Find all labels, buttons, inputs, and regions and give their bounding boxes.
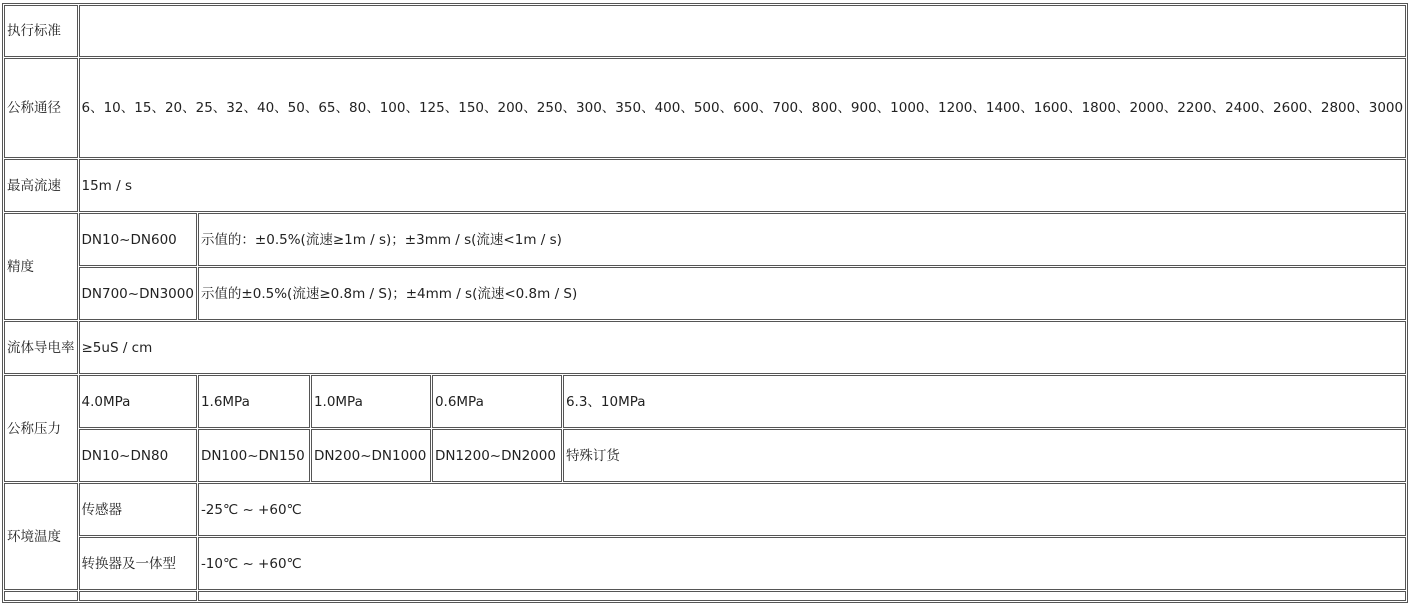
accuracy-text-1: 示值的：±0.5%(流速≥1m / s)；±3mm / s(流速<1m / s) — [198, 213, 1406, 266]
ambient-part-2: 转换器及一体型 — [79, 537, 197, 590]
pressure-value-5: 6.3、10MPa — [563, 375, 1406, 428]
max-velocity-value: 15m / s — [79, 159, 1407, 212]
row-conductivity — [4, 321, 1406, 374]
pressure-value-4: 0.6MPa — [432, 375, 562, 428]
diameter-value: 6、10、15、20、25、32、40、50、65、80、100、125、150、200、250、300、350、400、500、600、700、800、900、1000、1200、1400、1600、1800、2000、2200、2400、2600、2800、3000 — [79, 58, 1407, 158]
pressure-range-2: DN100~DN150 — [198, 429, 310, 482]
spec-table — [2, 3, 1408, 603]
ambient-range-2: -10℃ ~ +60℃ — [198, 537, 1406, 590]
conductivity-label: 流体导电率 — [4, 321, 78, 374]
ambient-part-1: 传感器 — [79, 483, 197, 536]
accuracy-label: 精度 — [4, 213, 78, 320]
ambient-range-1: -25℃ ~ +60℃ — [198, 483, 1406, 536]
pressure-range-5: 特殊订货 — [563, 429, 1406, 482]
accuracy-range-2: DN700~DN3000 — [79, 267, 197, 320]
pressure-value-2: 1.6MPa — [198, 375, 310, 428]
pressure-label: 公称压力 — [4, 375, 78, 482]
pressure-range-3: DN200~DN1000 — [311, 429, 431, 482]
row-accuracy-1 — [4, 213, 1406, 266]
pressure-range-1: DN10~DN80 — [79, 429, 197, 482]
ambient-label: 环境温度 — [4, 483, 78, 590]
standard-label: 执行标准 — [4, 5, 78, 57]
accuracy-range-1: DN10~DN600 — [79, 213, 197, 266]
conductivity-value: ≥5uS / cm — [79, 321, 1407, 374]
pressure-range-4: DN1200~DN2000 — [432, 429, 562, 482]
row-standard — [4, 5, 1406, 57]
row-cutoff — [4, 591, 1406, 601]
row-accuracy-2 — [4, 267, 1406, 320]
row-diameter — [4, 58, 1406, 158]
diameter-label: 公称通径 — [4, 58, 78, 158]
row-max-velocity — [4, 159, 1406, 212]
pressure-value-1: 4.0MPa — [79, 375, 197, 428]
row-pressure-values — [4, 375, 1406, 428]
standard-value — [79, 5, 1407, 57]
row-ambient-2 — [4, 537, 1406, 590]
max-velocity-label: 最高流速 — [4, 159, 78, 212]
pressure-value-3: 1.0MPa — [311, 375, 431, 428]
accuracy-text-2: 示值的±0.5%(流速≥0.8m / S)；±4mm / s(流速<0.8m / S) — [198, 267, 1406, 320]
cutoff-cell-3 — [198, 591, 1406, 601]
row-ambient-1 — [4, 483, 1406, 536]
row-pressure-ranges — [4, 429, 1406, 482]
cutoff-cell-1 — [4, 591, 78, 601]
cutoff-cell-2 — [79, 591, 197, 601]
